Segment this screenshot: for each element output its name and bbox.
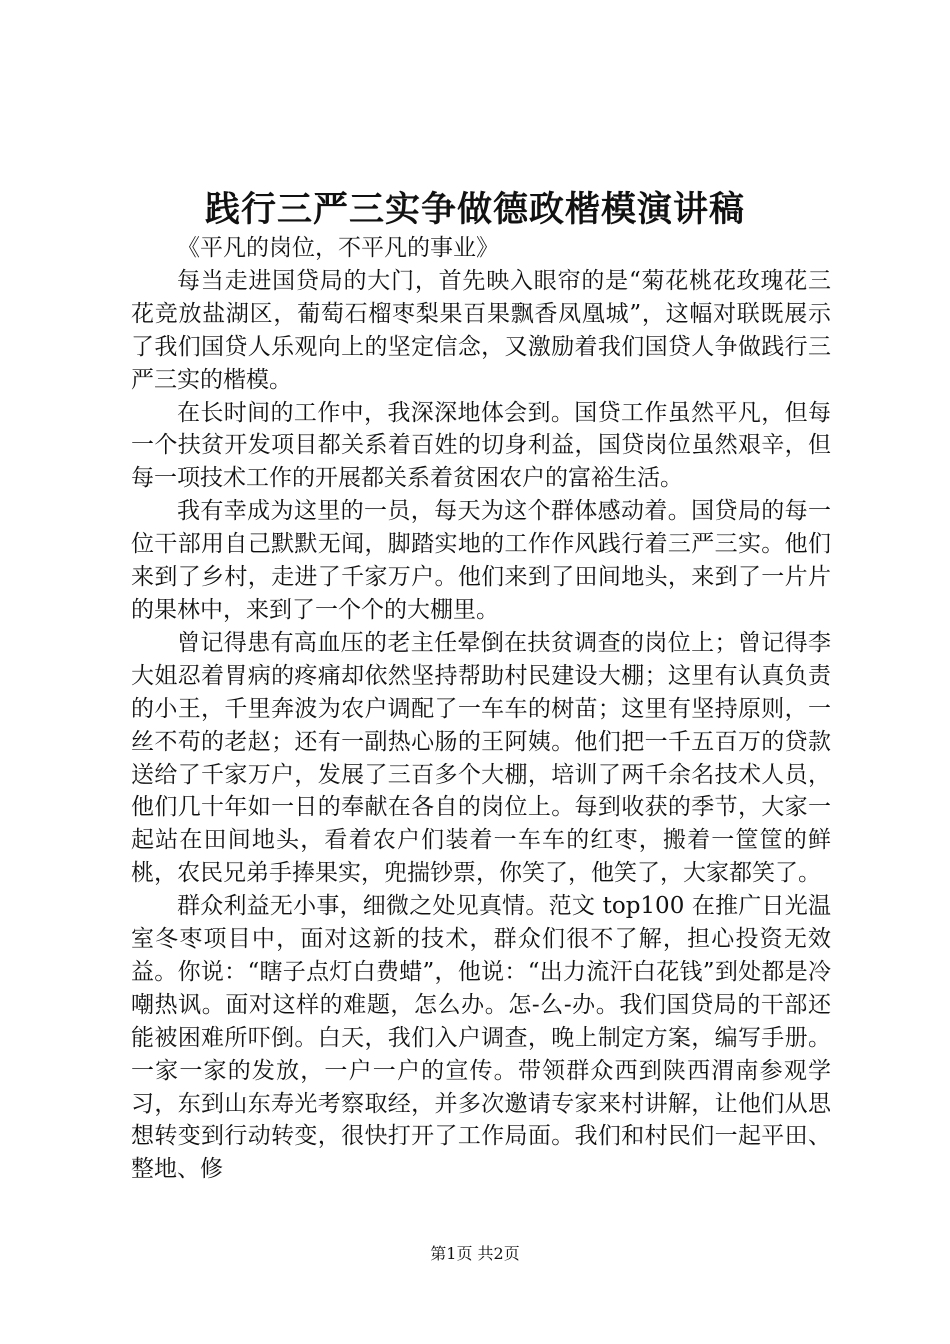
paragraph-1: 每当走进国贷局的大门，首先映入眼帘的是“菊花桃花玫瑰花三花竞放盐湖区，葡萄石榴枣梨果百果飘香凤凰城”，这幅对联既展示了我们国贷人乐观向上的坚定信念，又激励着我们国贷人争做践行三严三实的楷模。 [131,267,831,393]
document-body [131,232,831,1186]
paragraph-2: 在长时间的工作中，我深深地体会到。国贷工作虽然平凡，但每一个扶贫开发项目都关系着百姓的切身利益，国贷岗位虽然艰辛，但每一项技术工作的开展都关系着贫困农户的富裕生活。 [131,399,831,492]
document-title: 践行三严三实争做德政楷模演讲稿 [204,189,745,230]
paragraph-3: 我有幸成为这里的一员，每天为这个群体感动着。国贷局的每一位干部用自己默默无闻，脚踏实地的工作作风践行着三严三实。他们来到了乡村，走进了千家万户。他们来到了田间地头，来到了一片片的果林中，来到了一个个的大棚里。 [131,498,831,623]
document-subtitle: 《平凡的岗位，不平凡的事业》 [177,235,499,261]
page-footer: 第1页 共2页 [430,1244,520,1263]
paragraph-4: 曾记得患有高血压的老主任晕倒在扶贫调查的岗位上；曾记得李大姐忍着胃病的疼痛却依然坚持帮助村民建设大棚；这里有认真负责的小王，千里奔波为农户调配了一车车的树苗；这里有坚持原则，一丝不苟的老赵；还有一副热心肠的王阿姨。他们把一千五百万的贷款送给了千家万户，发展了三百多个大棚，培训了两千余名技术人员，他们几十年如一日的奉献在各自的岗位上。每到收获的季节，大家一起站在田间地头，看着农户们装着一车车的红枣，搬着一筐筐的鲜桃，农民兄弟手捧果实，兜揣钞票，你笑了，他笑了，大家都笑了。 [131,629,831,887]
paragraph-5: 群众利益无小事，细微之处见真情。范文 top100 在推广日光温室冬枣项目中，面对这新的技术，群众们很不了解，担心投资无效益。你说：“瞎子点灯白费蜡”，他说：“出力流汗白花钱”到处都是冷嘲热讽。面对这样的难题，怎么办。怎-么-办。我们国贷局的干部还能被困难所吓倒。白天，我们入户调查，晚上制定方案，编写手册。一家一家的发放，一户一户的宣传。带领群众西到陕西渭南参观学习，东到山东寿光考察取经，并多次邀请专家来村讲解，让他们从思想转变到行动转变，很快打开了工作局面。我们和村民们一起平田、整地、修 [131,893,831,1183]
